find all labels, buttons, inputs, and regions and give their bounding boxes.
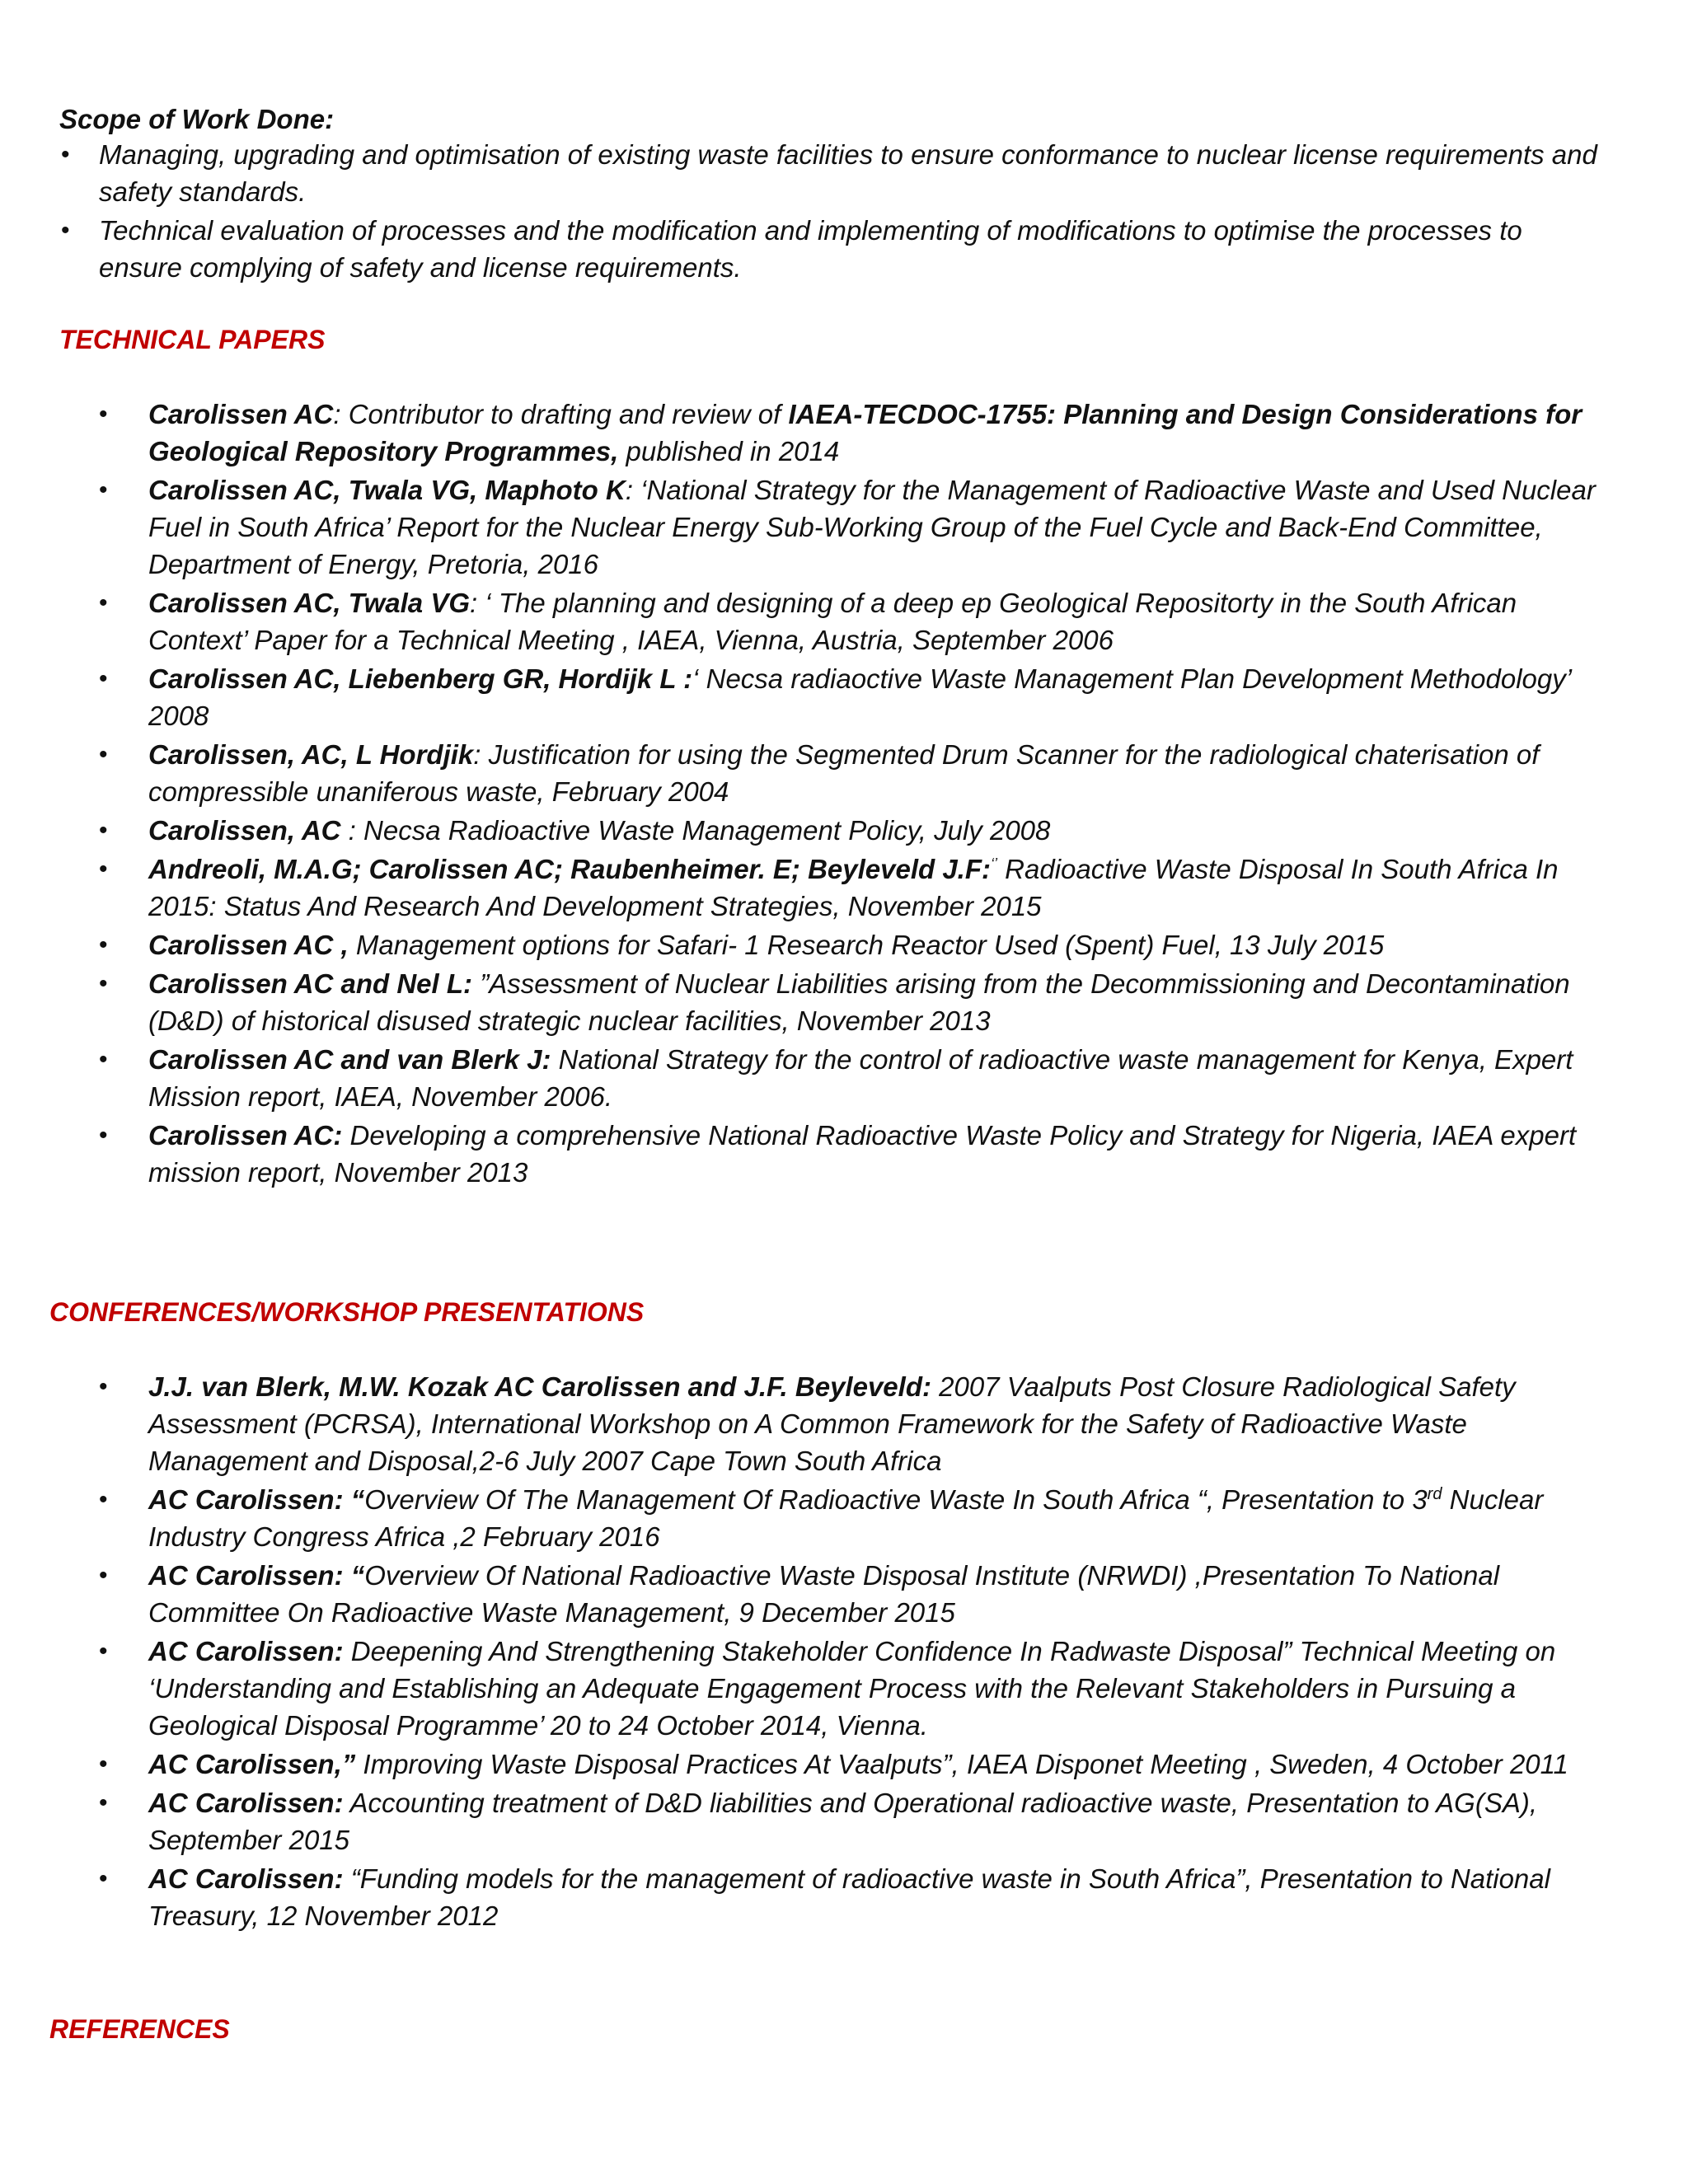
list-item: • AC Carolissen: “Overview Of The Management Of Radioactive Waste In South Africa “, Presentation to 3rd Nuclear Industry Congress Africa ,2 February 2016: [99, 1481, 1599, 1555]
bullet-icon: •: [61, 217, 70, 244]
list-item: • AC Carolissen,” Improving Waste Disposal Practices At Vaalputs”, IAEA Disponet Meeting , Sweden, 4 October 2011: [99, 1746, 1599, 1783]
list-item: • Managing, upgrading and optimisation of existing waste facilities to ensure conformance to nuclear license requirements and safety standards.: [59, 136, 1609, 210]
list-item: • AC Carolissen: “Funding models for the management of radioactive waste in South Africa”, Presentation to National Treasury, 12 November 2012: [99, 1860, 1599, 1934]
conferences-heading: CONFERENCES/WORKSHOP PRESENTATIONS: [49, 1297, 645, 1327]
bullet-icon: •: [99, 1750, 108, 1778]
references-heading: REFERENCES: [49, 2014, 230, 2044]
list-item: • Carolissen AC, Twala VG: ‘ The planning and designing of a deep ep Geological Repositorty in the South African Context’ Paper for a Technical Meeting , IAEA, Vienna, Austria, September 2006: [99, 584, 1599, 658]
list-item: • Carolissen AC: Developing a comprehensive National Radioactive Waste Policy and Strategy for Nigeria, IAEA expert mission report, November 2013: [99, 1117, 1599, 1191]
technical-papers-heading: TECHNICAL PAPERS: [59, 325, 326, 354]
bullet-icon: •: [99, 1638, 108, 1665]
list-item: • Carolissen AC and van Blerk J: National Strategy for the control of radioactive waste management for Kenya, Expert Mission report, IAEA, November 2006.: [99, 1041, 1599, 1115]
bullet-icon: •: [99, 931, 108, 958]
technical-papers-list: [99, 396, 1599, 1193]
list-item: • Technical evaluation of processes and the modification and implementing of modifications to optimise the processes to ensure complying of safety and license requirements.: [59, 212, 1609, 286]
bullet-icon: •: [99, 741, 108, 768]
list-item: • Carolissen, AC : Necsa Radioactive Waste Management Policy, July 2008: [99, 812, 1599, 849]
bullet-icon: •: [99, 1562, 108, 1589]
bullet-icon: •: [99, 1373, 108, 1400]
bullet-icon: •: [99, 665, 108, 692]
list-item: • Carolissen AC, Twala VG, Maphoto K: ‘National Strategy for the Management of Radioactive Waste and Used Nuclear Fuel in South Africa’ Report for the Nuclear Energy Sub-Working Group of the Fuel Cycle and Back-End Committee, Department of Energy, Pretoria, 2016: [99, 471, 1599, 583]
list-item: • Andreoli, M.A.G; Carolissen AC; Raubenheimer. E; Beyleveld J.F:‘’ Radioactive Waste Disposal In South Africa In 2015: Status And Research And Development Strategies, November 2015: [99, 851, 1599, 925]
bullet-icon: •: [99, 1789, 108, 1816]
bullet-icon: •: [99, 855, 108, 883]
scope-list: [59, 136, 1609, 288]
list-item: • Carolissen, AC, L Hordjik: Justification for using the Segmented Drum Scanner for the radiological chaterisation of compressible unaniferous waste, February 2004: [99, 736, 1599, 810]
scope-heading: Scope of Work Done:: [59, 104, 335, 134]
bullet-icon: •: [99, 1865, 108, 1892]
bullet-icon: •: [99, 970, 108, 997]
bullet-icon: •: [99, 1486, 108, 1513]
bullet-icon: •: [99, 476, 108, 504]
list-item: • Carolissen AC: Contributor to drafting and review of IAEA-TECDOC-1755: Planning and Design Considerations for Geological Repository Programmes, published in 2014: [99, 396, 1599, 470]
bullet-icon: •: [99, 817, 108, 844]
bullet-icon: •: [99, 401, 108, 428]
bullet-icon: •: [99, 1122, 108, 1149]
bullet-icon: •: [99, 1046, 108, 1073]
bullet-icon: •: [99, 589, 108, 616]
conferences-list: [99, 1368, 1599, 1936]
list-item: • Carolissen AC , Management options for Safari- 1 Research Reactor Used (Spent) Fuel, 13 July 2015: [99, 926, 1599, 963]
list-item: • AC Carolissen: “Overview Of National Radioactive Waste Disposal Institute (NRWDI) ,Presentation To National Committee On Radioactive Waste Management, 9 December 2015: [99, 1557, 1599, 1631]
bullet-icon: •: [61, 141, 70, 168]
list-item: • AC Carolissen: Deepening And Strengthening Stakeholder Confidence In Radwaste Disposal” Technical Meeting on ‘Understanding and Establishing an Adequate Engagement Process with the Relevant Stakeholders in Pursuing a Geological Disposal Programme’ 20 to 24 October 2014, Vienna.: [99, 1633, 1599, 1744]
list-item: • AC Carolissen: Accounting treatment of D&D liabilities and Operational radioactive waste, Presentation to AG(SA), September 2015: [99, 1784, 1599, 1858]
quote-mark: ‘’: [991, 855, 998, 872]
list-item: • J.J. van Blerk, M.W. Kozak AC Carolissen and J.F. Beyleveld: 2007 Vaalputs Post Closure Radiological Safety Assessment (PCRSA), International Workshop on A Common Framework for the Safety of Radioactive Waste Management and Disposal,2-6 July 2007 Cape Town South Africa: [99, 1368, 1599, 1479]
list-item: • Carolissen AC and Nel L: ”Assessment of Nuclear Liabilities arising from the Decommissioning and Decontamination (D&D) of historical disused strategic nuclear facilities, November 2013: [99, 965, 1599, 1039]
list-item: • Carolissen AC, Liebenberg GR, Hordijk L :‘ Necsa radiaoctive Waste Management Plan Development Methodology’ 2008: [99, 660, 1599, 734]
